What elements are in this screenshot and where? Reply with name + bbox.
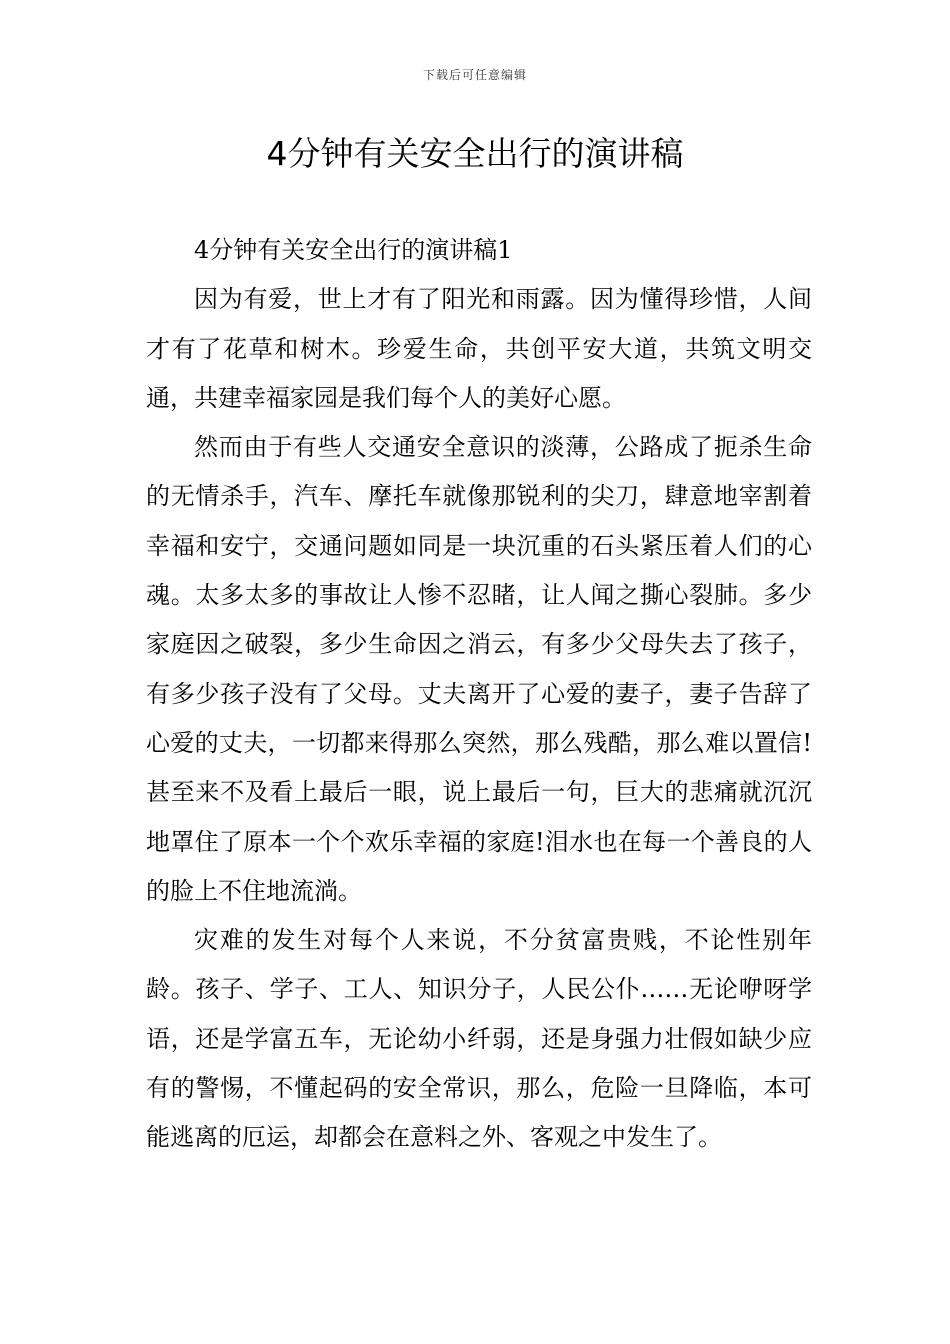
page-title: 4分钟有关安全出行的演讲稿 (266, 134, 684, 173)
document-body (146, 226, 812, 1163)
paragraph: 然而由于有些人交通安全意识的淡薄，公路成了扼杀生命的无情杀手，汽车、摩托车就像那锐利的尖刀，肆意地宰割着幸福和安宁，交通问题如同是一块沉重的石头紧压着人们的心魂。太多太多的事故让人惨不忍睹，让人闻之撕心裂肺。多少家庭因之破裂，多少生命因之消云，有多少父母失去了孩子，有多少孩子没有了父母。丈夫离开了心爱的妻子，妻子告辞了心爱的丈夫，一切都来得那么突然，那么残酷，那么难以置信!甚至来不及看上最后一眼，说上最后一句，巨大的悲痛就沉沉地罩住了原本一个个欢乐幸福的家庭!泪水也在每一个善良的人的脸上不住地流淌。 (146, 433, 812, 905)
header-note: 下载后可任意编辑 (422, 68, 527, 82)
section-heading: 4分钟有关安全出行的演讲稿1 (194, 236, 513, 264)
paragraph: 因为有爱，世上才有了阳光和雨露。因为懂得珍惜，人间才有了花草和树木。珍爱生命，共创平安大道，共筑文明交通，共建幸福家园是我们每个人的美好心愿。 (146, 285, 812, 412)
paragraph: 灾难的发生对每个人来说，不分贫富贵贱，不论性别年龄。孩子、学子、工人、知识分子，人民公仆……无论咿呀学语，还是学富五车，无论幼小纤弱，还是身强力壮假如缺少应有的警惕，不懂起码的安全常识，那么，危险一旦降临，本可能逃离的厄运，却都会在意料之外、客观之中发生了。 (146, 926, 812, 1152)
